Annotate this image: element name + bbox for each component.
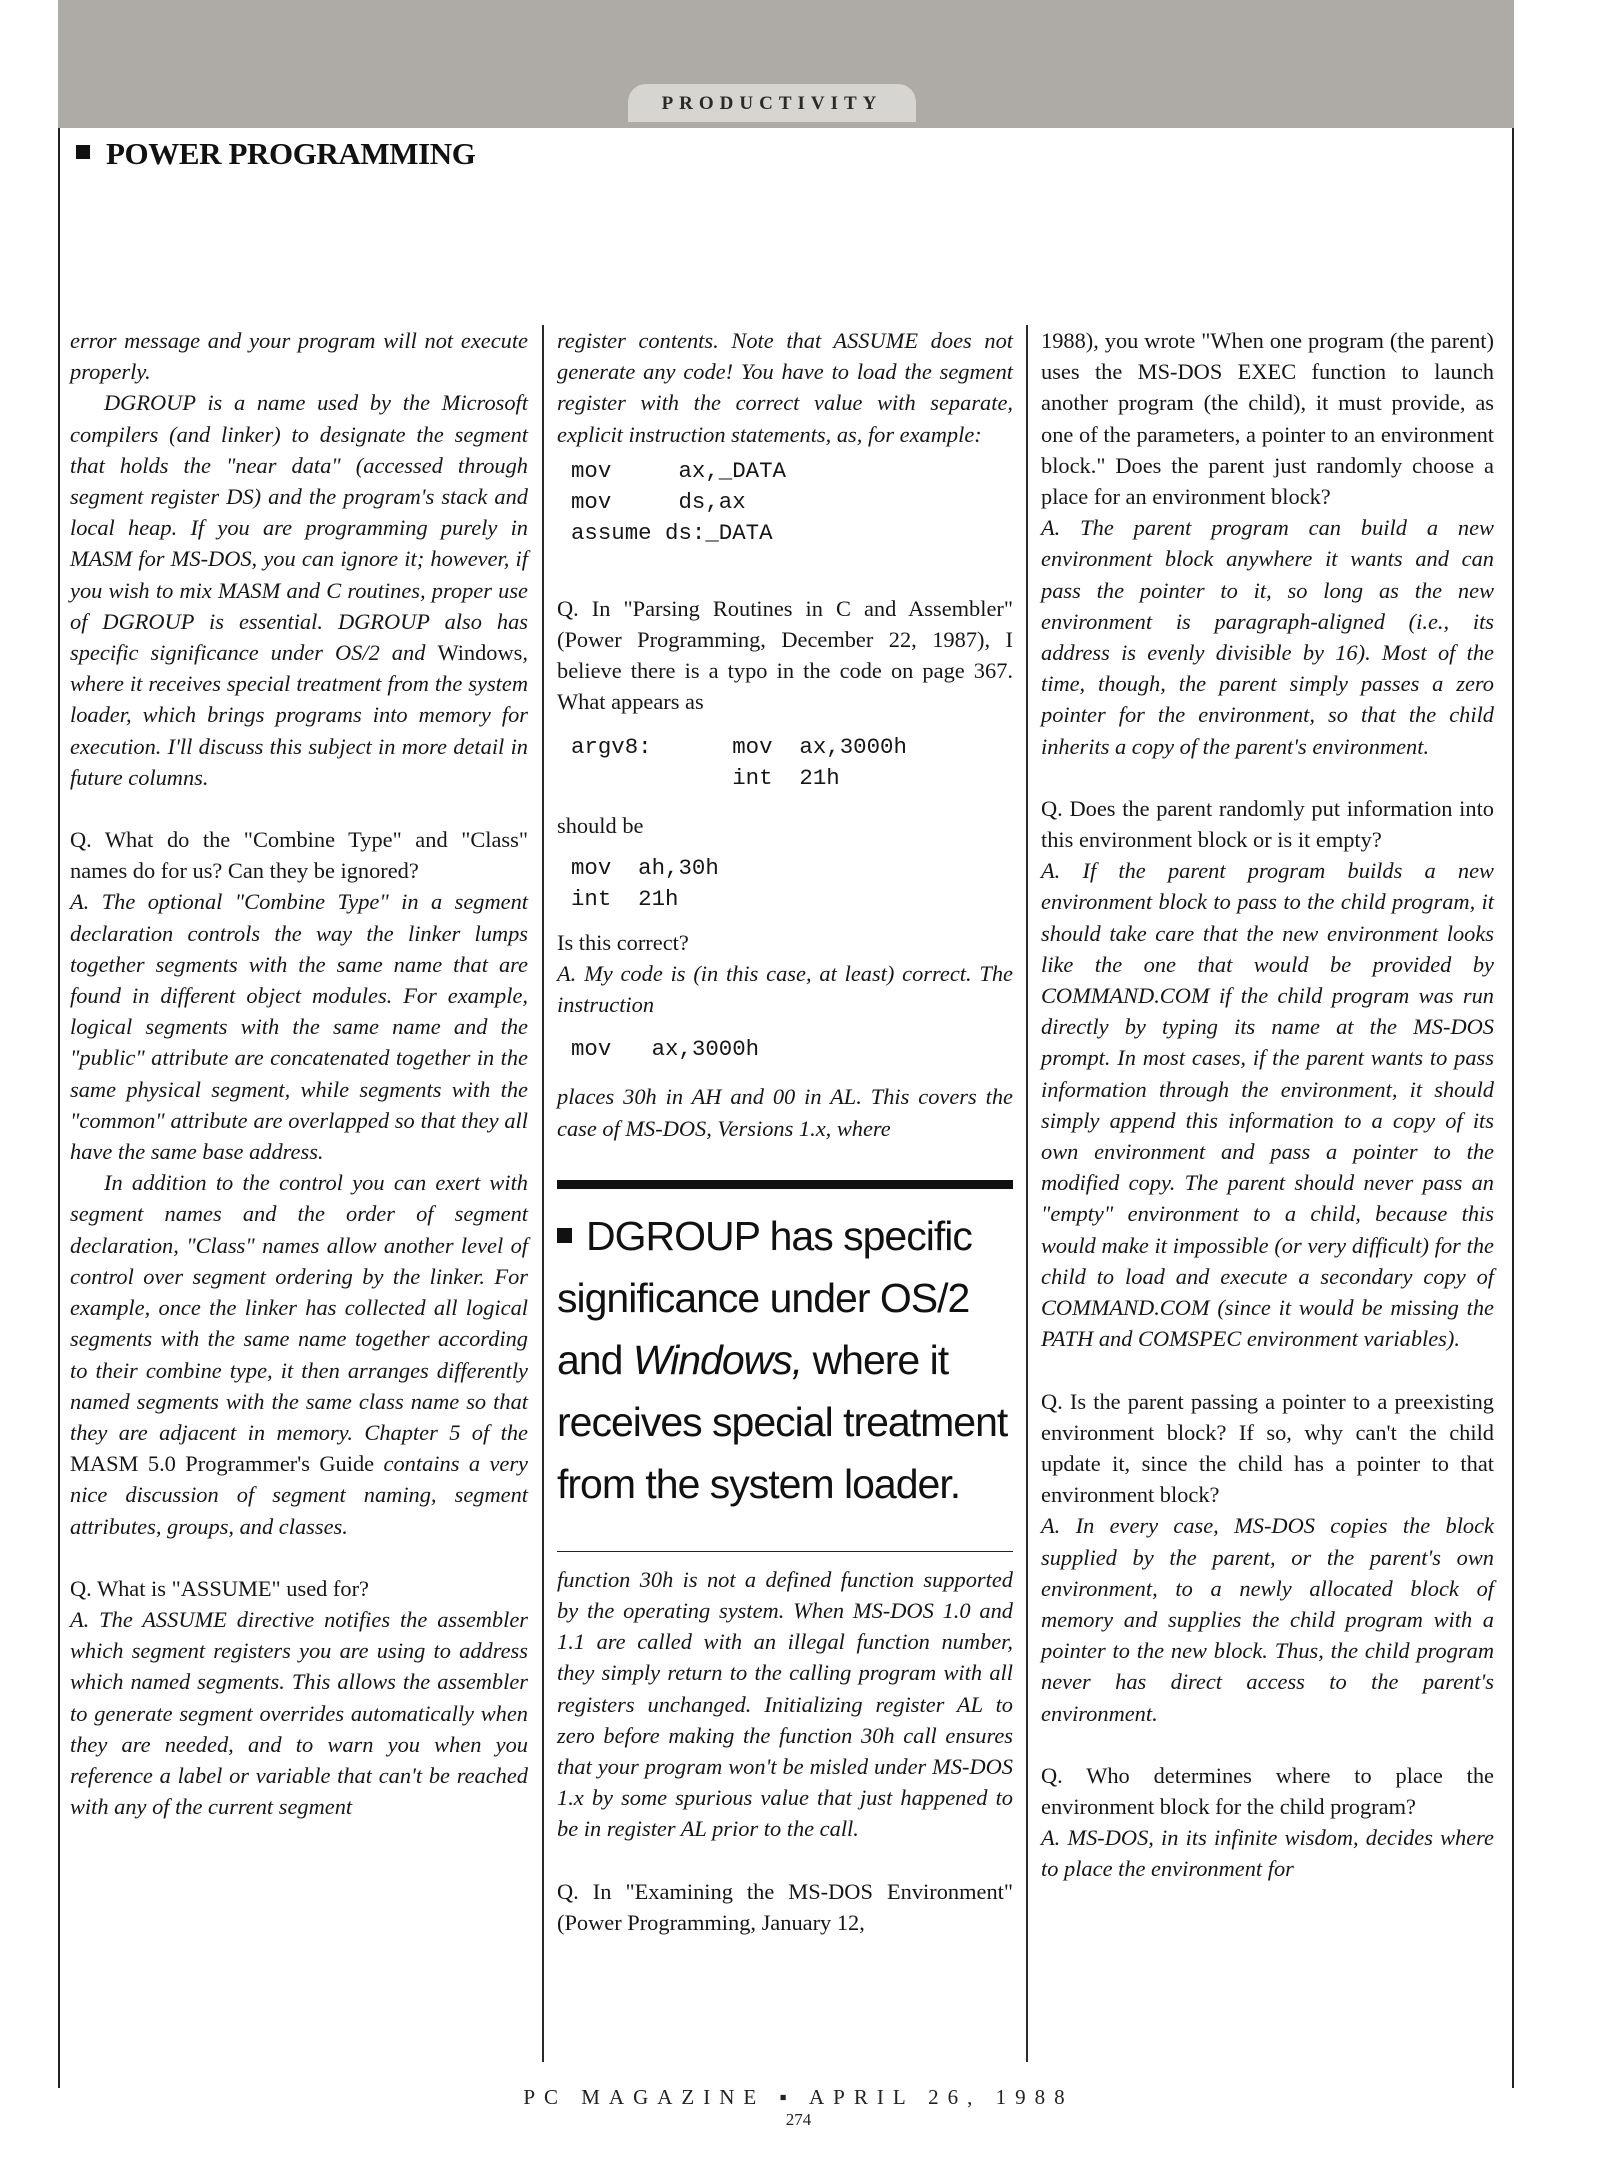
question: Q. Is the parent passing a pointer to a preexisting environment block? If so, why can't the child update it, since the child has a pointer to that environment block? xyxy=(1041,1388,1494,1508)
column-divider xyxy=(1026,325,1028,2062)
paragraph: error message and your program will not execute properly. xyxy=(70,328,528,385)
paragraph xyxy=(70,1167,528,1541)
column-2 xyxy=(557,325,1013,1938)
answer: A. In every case, MS-DOS copies the block supplied by the parent, or the parent's own environment, to a newly allocated block of memory and supplies the child program with a pointer to the new block. Thus, the child program never has direct access to the parent's environment. xyxy=(1041,1513,1494,1726)
question: Q. What do the "Combine Type" and "Class" names do for us? Can they be ignored? xyxy=(70,827,528,884)
text-run: where it receives special treatment from the system loader. xyxy=(557,1336,1008,1507)
section-title-text: POWER PROGRAMMING xyxy=(106,136,476,171)
pull-quote-rule xyxy=(557,1551,1013,1552)
paragraph: Is this correct? xyxy=(557,929,689,955)
section-tab: PRODUCTIVITY xyxy=(628,84,916,122)
question: Q. Does the parent randomly put information into this environment block or is it empty? xyxy=(1041,795,1494,853)
code-block: mov ax,3000h xyxy=(571,1036,760,1063)
text-run: Windows xyxy=(437,640,523,666)
right-border-rule xyxy=(1512,128,1514,2088)
bullet-square-icon xyxy=(76,145,90,159)
paragraph xyxy=(70,387,528,793)
paragraph: register contents. Note that ASSUME does not generate any code! You have to load the segment register with the correct value with separate, explicit instruction statements, as, for example: xyxy=(557,328,1013,447)
paragraph: 1988), you wrote "When one program (the parent) uses the MS-DOS EXEC function to launch another program (the child), it must provide, as one of the parameters, a pointer to an environment block." Does the parent just randomly choose a place for an environment block? xyxy=(1041,328,1494,510)
question: Q. In "Parsing Routines in C and Assembler" (Power Programming, December 22, 1987), I believe there is a typo in the code on page 367. What appears as xyxy=(557,595,1013,715)
paragraph: function 30h is not a defined function supported by the operating system. When MS-DOS 1.0 and 1.1 are called with an illegal function number, they simply return to the calling program with all registers unchanged. Initializing register AL to zero before making the function 30h call ensures that your program won't be misled under MS-DOS 1.x by some spurious value that just happened to be in register AL prior to the call. xyxy=(557,1566,1013,1842)
column-3 xyxy=(1041,325,1494,1885)
text-run: Windows, xyxy=(632,1336,803,1383)
column-1 xyxy=(70,325,528,1822)
code-block: argv8: mov ax,3000h int 21h xyxy=(571,733,907,791)
answer: A. If the parent program builds a new environment block to pass to the child program, it should take care that the new environment looks like the one that would be provided by COMMAND.COM if the child program was run directly by typing its name at the MS-DOS prompt. In most cases, if the parent wants to pass information through the environment, it should simply append this information to a copy of its own environment and pass a pointer to the modified copy. The parent should never pass an "empty" environment to a child, because this would make it impossible (or very difficult) for the child to load and execute a secondary copy of COMMAND.COM (since it would be missing the PATH and COMSPEC environment variables). xyxy=(1041,858,1494,1352)
pull-quote xyxy=(557,1205,1013,1515)
answer: A. The ASSUME directive notifies the assembler which segment registers you are using to address which named segments. This allows the assembler to generate segment overrides automatically when they are needed, and to warn you when you reference a label or variable that can't be reached with any of the current segment xyxy=(70,1606,528,1820)
text-run: DGROUP has specific significance under OS/2 and xyxy=(557,1212,972,1383)
footer-masthead: PC MAGAZINE ▪ APRIL 26, 1988 xyxy=(523,2085,1074,2109)
answer: A. The optional "Combine Type" in a segment declaration controls the way the linker lumps together segments with the same name that are found in different object modules. For example, logical segments with the same name and the "public" attribute are concatenated together in the same physical segment, while segments with the "common" attribute are overlapped so that they all have the same base address. xyxy=(70,889,528,1165)
paragraph: should be xyxy=(557,812,644,838)
text-run: In addition to the control you can exert with segment names and the order of segment declaration, "Class" names allow another level of control over segment ordering by the linker. For example, once the linker has collected all logical segments with the same name together according to their combine type, it then arranges differently named segments with the same class name so that they are adjacent in memory. Chapter 5 of the xyxy=(70,1170,528,1445)
bullet-square-icon xyxy=(557,1228,572,1243)
text-run: DGROUP is a name used by the Microsoft compilers (and linker) to designate the segment that holds the "near data" (accessed through segment register DS) and the program's stack and local heap. If you are programming purely in MASM for MS-DOS, you can ignore it; however, if you wish to mix MASM and C routines, proper use of DGROUP is essential. DGROUP also has specific significance under OS/2 and xyxy=(70,390,528,666)
question: Q. Who determines where to place the environment block for the child program? xyxy=(1041,1762,1494,1819)
code-block: mov ah,30h int 21h xyxy=(571,854,719,912)
answer: A. MS-DOS, in its infinite wisdom, decides where to place the environment for xyxy=(1041,1825,1494,1882)
text-run: , where it receives special treatment from the system loader, which brings programs into memory for execution. I'll discuss this subject in more detail in future columns. xyxy=(70,640,528,790)
answer: A. The parent program can build a new environment block anywhere it wants and can pass the pointer to it, so long as the new environment is paragraph-aligned (i.e., its address is evenly divisible by 16). Most of the time, though, the parent simply passes a zero pointer for the environment, so that the child inherits a copy of the parent's environment. xyxy=(1041,515,1494,759)
question: Q. What is "ASSUME" used for? xyxy=(70,1575,369,1601)
question: Q. In "Examining the MS-DOS Environment" (Power Programming, January 12, xyxy=(557,1878,1013,1935)
paragraph: places 30h in AH and 00 in AL. This covers the case of MS-DOS, Versions 1.x, where xyxy=(557,1084,1013,1141)
page-number: 274 xyxy=(785,2110,812,2129)
text-run: MASM 5.0 Programmer's Guide xyxy=(70,1451,375,1477)
left-border-rule xyxy=(58,128,60,2088)
pull-quote-bar xyxy=(557,1180,1013,1189)
text-run: contains a very nice discussion of segment naming, segment attributes, groups, and classes. xyxy=(70,1451,528,1539)
answer: A. My code is (in this case, at least) correct. The instruction xyxy=(557,961,1013,1018)
column-divider xyxy=(542,325,544,2062)
code-block: mov ax,_DATA mov ds,ax assume ds:_DATA xyxy=(571,457,786,546)
section-title xyxy=(76,136,475,172)
